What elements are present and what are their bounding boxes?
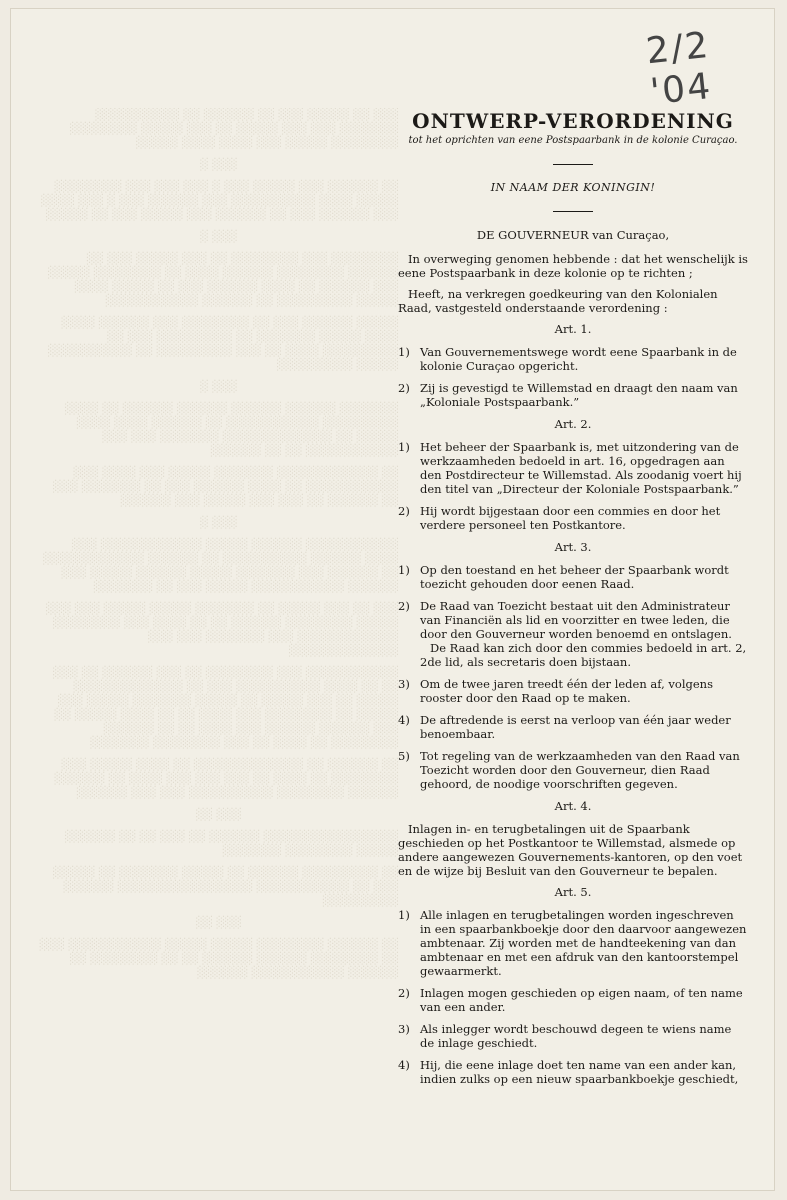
article-item [398,749,748,791]
handwritten-date-note: 2/2 '04 [644,24,715,114]
article-item [398,908,748,978]
item-number: 3) [398,1022,410,1036]
item-text: Tot regeling van de werkzaamheden van den Raad van Toezicht worden door den Gouverneur, dien Raad gehoord, de noodige voorschriften gegeven. [420,749,740,791]
article-item [398,1058,748,1086]
item-text: Om de twee jaren treedt één der leden af, volgens rooster door den Raad op te maken. [420,677,713,705]
article-item [398,381,748,409]
divider [553,211,593,212]
document-title: ONTWERP-VERORDENING [412,109,734,133]
article-item [398,563,748,591]
preamble-paragraph: In overweging genomen hebbende : dat het wenschelijk is eene Postspaarbank in deze kolonie op te richten ; [398,252,748,280]
item-number: 1) [398,908,410,922]
article-item [398,713,748,741]
article-heading: Art. 3. [554,540,592,554]
item-text: De Raad van Toezicht bestaat uit den Administrateur van Financiën als lid en voorzitter en twee leden, die door den Gouverneur worden benoemd en ontslagen. [420,599,732,641]
item-number: 5) [398,749,410,763]
item-text: Als inlegger wordt beschouwd degeen te wiens name de inlage geschiedt. [420,1022,732,1050]
invocation: IN NAAM DER KONINGIN! [490,181,656,194]
article-item [398,599,748,669]
bleed-through-texture: ░░░ ░░ ░░░░░ ░░░ ░░ ░░░░░░ ░░ ░░░░░░░░░░ ░░░░░░░ ░░░ ░░░ ░░░░░ ░░ ░░░ ░░░░░ ░░░░░░░░ ░░░░░░░░ ░░░░░ ░░░ ░░░░ ░░░░ ░░░░░ ░░░ ░ ░░ ░░░░░░ ░░░ ░░░░░ ░░░ ░ ░░░ ░░░ ░░░ ░░░░░░░░ ░░░░░ ░░░░ ░░░░░░░░░░ ░░░ ░░░░░░ ░░░ ░ ░░░ ░░░░ ░░░ ░░░░░░ ░░░ ░░ ░░░░░░ ░░░ ░░░░░ ░░░ ░░ ░░░░░ ░░░ ░ ░░░░░░░░ ░░░ ░░░░░░░░ ░░ ░░░ ░░░░░ ░░░ ░░ ░░░░░░ ░░░░░░░░ ░░░░░░ ░░░░ ░░ ░░░░░░░░ ░░░░░ ░░░ ░░░░░░ ░░ ░░░░ ░░░░░░ ░░░ ░░ ░░░░░ ░░░░ ░░░░░ ░░░░░░░░░ ░░ ░░░░░░ ░░░░░░░░░░░ ░░░░░ ░░░░░░ ░░░ ░░ ░░░░░░░░ ░░░ ░░░░░░ ░░░░ ░░░░ ░░░░░ ░░░░░░░ ░░ ░░░░░░░░░ ░░░ ░░ ░░░░░░░░░ ░░░░ ░░ ░░░ ░░░░░░░░░ ░░ ░░░░░░░░░░ ░░░░░ ░░░░░░░░░ ░░░ ░ ░░░░░░░ ░░░░░░ ░░░░░░ ░░░░░░ ░░░░░░ ░░ ░░░░ ░░░░░░░░░ ░░░░░░░░░░░ ░░ ░░░░░░ ░░░░ ░░░░ ░░░░░ ░░ ░░░░░░░░░░░░░ ░░░░░░░ ░░░ ░░░ ░░░░░░░░░░░ ░░ ░░ ░░░░░░ ░░ ░░░░░░░░░░░░ ░░░░░░░ ░░░░░ ░░░ ░░░░ ░░░ ░░░░░░░░░░░ ░░ ░░░░ ░░░░░░ ░░░ ░░ ░░░░░░░ ░░░ ░░ ░░░░░░ ░░ ░░░ ░░░ ░░░░░ ░░░ ░░░░░░ ░░░ ░ ░░░░░░░░░░░ ░░░░░░ ░░░░░ ░░░░░░░░░░░░ ░░░ ░░░░ ░░░░░░ ░░░░░░░░░░ ░░ ░░░░░░ ░░░░░░░░░░░░ ░░ ░░░░░░ ░░░ ░░░░░░░ ░░░░░ ░░░░░░ ░░░░░ ░░░ ░░░░░░ ░░░░░░░░░░░ ░░░░░ ░░░ ░░ ░░░░░░░ ░░░ ░░ ░░░ ░░░░░ ░░ ░░░░░░░ ░░░░░ ░░░░░ ░░░ ░░░ ░░░░░ ░░░░░░░░ ░░░░░░ ░░ ░░ ░░░░ ░░░ ░░░░░░░░ ░░░░░░░░░░░░ ░░░ ░░░░░░░ ░░░ ░░░ ░░░░░░░░░░░░░ ░░░░░░░░░░░ ░░░ ░░░░░░░░ ░░ ░░░ ░░░░░░ ░░ ░░░ ░░ ░░ ░░░░ ░░░░░░░░░░ ░░░ ░░ ░░░░░░░░░░░░░ ░░░░░ ░░ ░░░ ░░░░░ ░░ ░░░░░ ░░░░░░░ ░░░░░ ░░░ ░░░░░ ░░ ░░░░░░░░ ░░░ ░░░░ ░░ ░░ ░░░░ ░░░░░ ░░ ░░░ ░░░░░░ ░░░░░░ ░░░ ░░░░ ░░ ░░ ░░░░░░ ░░░░░░░░ ░░ ░░░░ ░░ ░░░ ░░░░░░░░ ░░░░░░░ ░░ ░░░░░░ ░░ ░░░░░░░░░░░░░ ░░ ░░░░ ░░░░░ ░░░ ░░░░░░░░ ░░ ░░░░ ░░ ░░░ ░░░ ░░░ ░░░░ ░░ ░░░░░░ ░░░░░░ ░░░░░░░░ ░░░░░░░░░░ ░░░ ░░░ ░░░░░░ ░░░ ░░ ░░░░░░░░░░░░░░░░ ░░░░░░ ░░ ░░░ ░░ ░░ ░░░░░░ ░░░░░ ░░░░░░░░ ░░░░░░░ ░░ ░░░░░░░░░ ░░░░░░ ░░ ░░░░░ ░░░░░░░ ░░ ░░░░░ ░░░ ░░ ░░░░░░░░░░░ ░░░░░░░░░░░░░░░░ ░░░░░░ ░░░░░░░░░ ░░░ ░░ ░░ ░░░░░░ ░░░░░░░░ ░░░░░ ░░░░░ ░░░░░░░░░░░ ░░░ ░░ ░░░░░░░░ ░░░░░░ ░░░░░░ ░░ ░░ ░░░░░░░░ ░░ ░░░░░░ ░░░░░░░░░░░ ░░░░░░ [38,108,398,979]
preamble-paragraph: Heeft, na verkregen goedkeuring van den Kolonialen Raad, vastgesteld onderstaande verordening : [398,287,718,315]
item-text: Hij wordt bijgestaan door een commies en door het verdere personeel ten Postkantore. [420,504,721,532]
governor-heading: DE GOUVERNEUR van Curaçao, [476,228,670,242]
item-number: 2) [398,504,410,518]
article-item [398,677,748,705]
article-heading: Art. 5. [554,885,592,899]
ordinance-text-column [398,110,748,1094]
item-number: 3) [398,677,410,691]
item-text: De aftredende is eerst na verloop van één jaar weder benoembaar. [420,713,731,741]
article-heading: Art. 2. [554,417,592,431]
article-item [398,440,748,496]
item-number: 2) [398,381,410,395]
item-text: Zij is gevestigd te Willemstad en draagt den naam van „Koloniale Postspaarbank.” [420,381,738,409]
item-text: Inlagen mogen geschieden op eigen naam, of ten name van een ander. [420,986,743,1014]
item-number: 1) [398,440,410,454]
document-subtitle: tot het oprichten van eene Postspaarbank in de kolonie Curaçao. [408,135,738,146]
item-number: 1) [398,563,410,577]
article-heading: Art. 1. [554,322,592,336]
divider [553,164,593,165]
item-number: 2) [398,986,410,1000]
item-number: 1) [398,345,410,359]
item-number: 2) [398,599,410,613]
item-text: Het beheer der Spaarbank is, met uitzondering van de werkzaamheden bedoeld in art. 16, opgedragen aan den Postdirecteur te Willemstad. Als zoodanig voert hij den titel van „Directeur der Koloniale Postspaarbank.” [420,440,742,496]
article-item [398,986,748,1014]
article-heading: Art. 4. [554,799,592,813]
article-item [398,1022,748,1050]
article-item [398,504,748,532]
item-number: 4) [398,713,410,727]
item-text-continuation: De Raad kan zich door den commies bedoeld in art. 2, 2de lid, als secretaris doen bijstaan. [420,641,747,669]
item-text: Van Gouvernementswege wordt eene Spaarbank in de kolonie Curaçao opgericht. [420,345,737,373]
item-text: Op den toestand en het beheer der Spaarbank wordt toezicht gehouden door eenen Raad. [420,563,729,591]
item-text: Hij, die eene inlage doet ten name van een ander kan, indien zulks op een nieuw spaarbankboekje geschiedt, [420,1058,739,1086]
item-text: Alle inlagen en terugbetalingen worden ingeschreven in een spaarbankboekje door den daarvoor aangewezen ambtenaar. Zij worden met de handteekening van dan ambtenaar en met een afdruk van den kantoorstempel gewaarmerkt. [420,908,747,978]
article-paragraph: Inlagen in- en terugbetalingen uit de Spaarbank geschieden op het Postkantoor te Willemstad, alsmede op andere aangewezen Gouvernements-kantoren, op den voet en de wijze bij Besluit van den Gouverneur te bepalen. [398,822,743,878]
article-item [398,345,748,373]
item-number: 4) [398,1058,410,1072]
